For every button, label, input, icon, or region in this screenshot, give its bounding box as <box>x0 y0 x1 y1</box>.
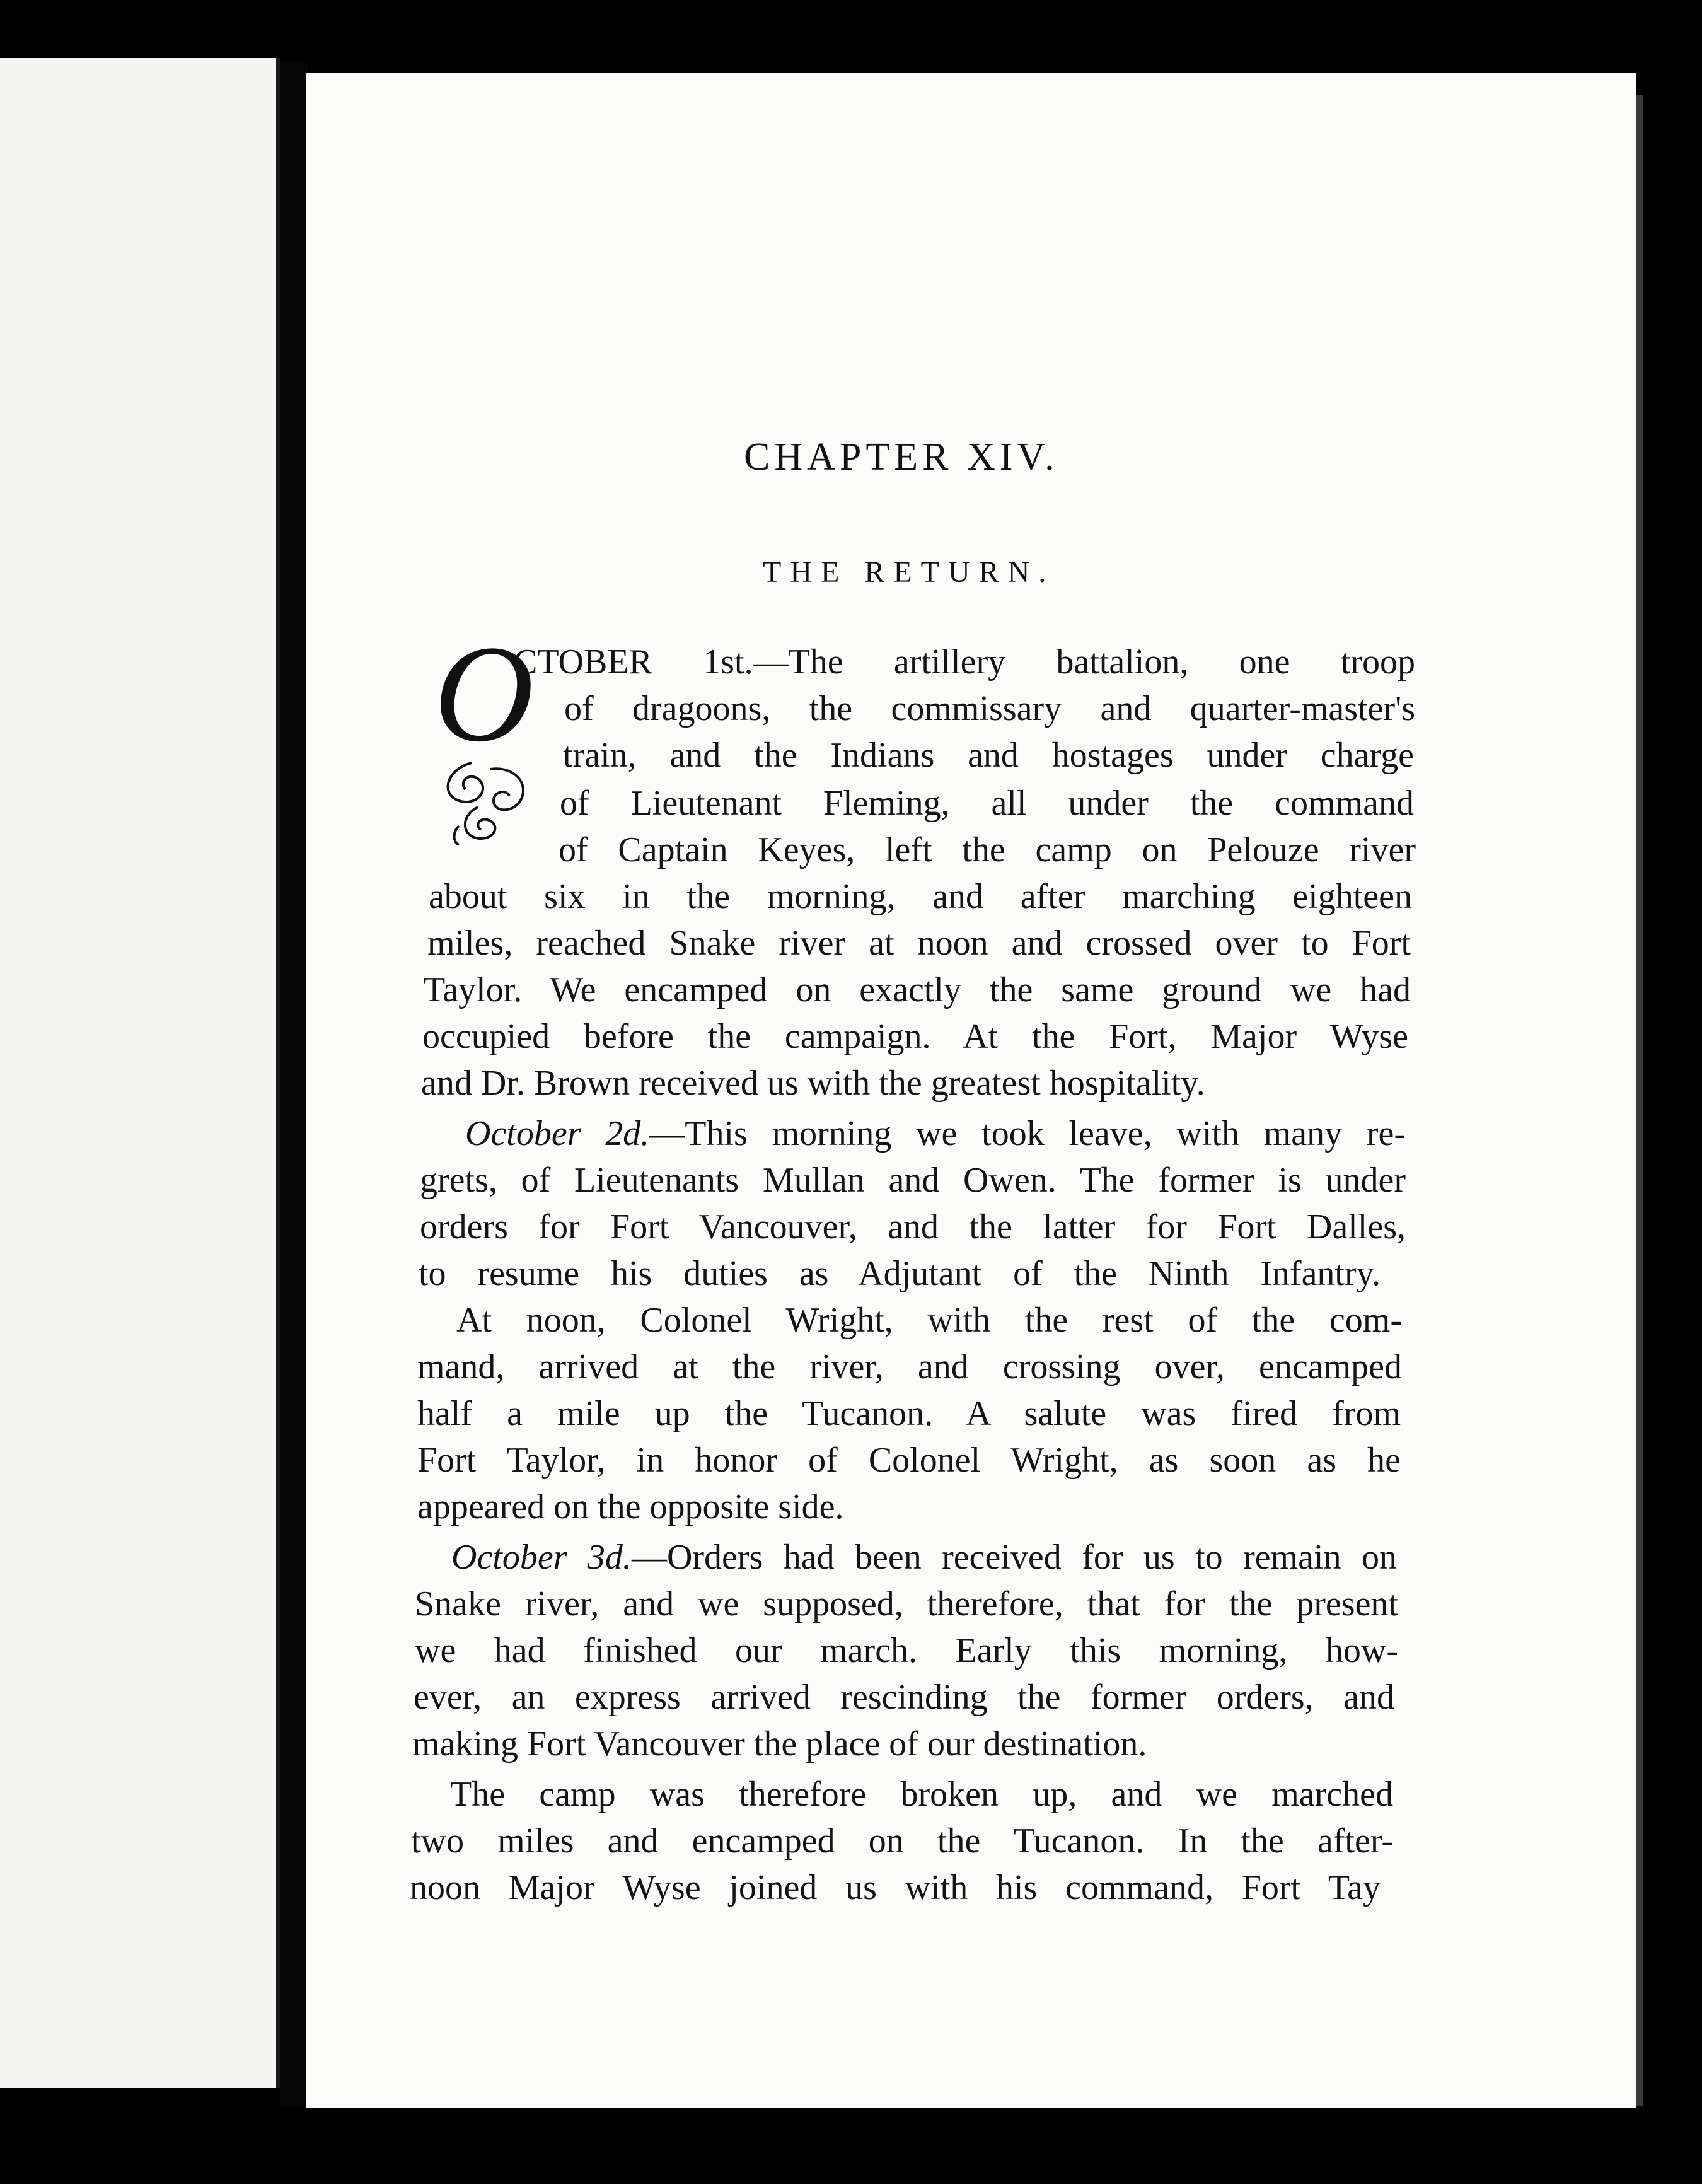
text-line: ever, an express arrived rescinding the former orders, and <box>414 1678 1394 1717</box>
date-heading: October 3d. <box>451 1538 632 1577</box>
text-line: we had finished our march. Early this morning, how- <box>415 1631 1398 1670</box>
chapter-title: CHAPTER XIV. <box>744 436 1059 479</box>
text-line: noon Major Wyse joined us with his command, Fort Tay <box>410 1868 1381 1907</box>
text-line: and Dr. Brown received us with the greatest hospitality. <box>421 1064 1205 1103</box>
text-line: The camp was therefore broken up, and we marched <box>450 1775 1393 1814</box>
text-line: Snake river, and we supposed, therefore, that for the present <box>415 1584 1398 1623</box>
text-line <box>465 1115 1406 1153</box>
chapter-subtitle: THE RETURN. <box>763 555 1055 589</box>
text-line: CTOBER 1st.—The artillery battalion, one troop <box>514 642 1415 682</box>
text-line <box>451 1538 1397 1576</box>
text-line: of Lieutenant Fleming, all under the command <box>560 784 1414 823</box>
book-gutter <box>280 63 308 2106</box>
text-line: mand, arrived at the river, and crossing over, encamped <box>417 1347 1402 1386</box>
text-line: two miles and encamped on the Tucanon. In the after- <box>411 1821 1393 1861</box>
text-line: orders for Fort Vancouver, and the latter for Fort Dalles, <box>420 1207 1406 1246</box>
text-span: —Orders had been received for us to remain on <box>631 1538 1397 1577</box>
text-line: At noon, Colonel Wright, with the rest of the com- <box>456 1301 1402 1340</box>
left-page <box>0 58 280 2088</box>
text-line: about six in the morning, and after marching eighteen <box>429 877 1412 916</box>
drop-cap-letter: O <box>434 617 534 770</box>
page-edge <box>1636 95 1643 2106</box>
text-line: train, and the Indians and hostages under charge <box>563 736 1414 775</box>
date-heading: October 2d. <box>465 1114 650 1153</box>
text-line: to resume his duties as Adjutant of the Ninth Infantry. <box>419 1254 1381 1293</box>
text-line: Fort Taylor, in honor of Colonel Wright, as soon as he <box>417 1441 1401 1480</box>
text-line: Taylor. We encamped on exactly the same ground we had <box>424 970 1411 1009</box>
text-line: miles, reached Snake river at noon and crossed over to Fort <box>427 924 1411 963</box>
text-line: making Fort Vancouver the place of our destination. <box>412 1724 1147 1763</box>
text-line: grets, of Lieutenants Mullan and Owen. The former is under <box>420 1161 1406 1200</box>
text-line: of Captain Keyes, left the camp on Pelouze river <box>559 830 1416 869</box>
text-line: half a mile up the Tucanon. A salute was fired from <box>417 1394 1401 1433</box>
text-line: of dragoons, the commissary and quarter-master's <box>564 689 1415 728</box>
text-line: appeared on the opposite side. <box>417 1487 844 1526</box>
text-span: —This morning we took leave, with many re- <box>649 1114 1406 1153</box>
text-line: occupied before the campaign. At the Fort, Major Wyse <box>422 1017 1408 1056</box>
